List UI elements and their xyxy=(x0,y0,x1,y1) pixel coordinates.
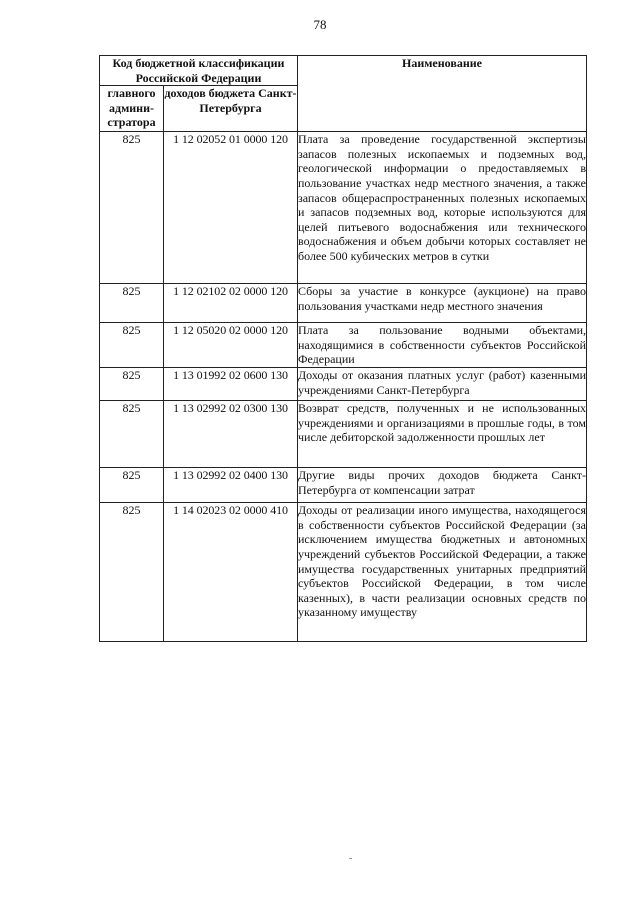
income-code-cell: 1 14 02023 02 0000 410 xyxy=(164,503,298,642)
name-cell: Плата за проведение государственной экспертизы запасов полезных ископаемых и подземных вод, геологической информации о предоставляемых в пользование участках недр местного значения, а также запасов общераспространенных полезных ископаемых и запасов подземных вод, которые используются для целей питьевого водоснабжения или технического водоснабжения и объем добычи которых составляет не более 500 кубических метров в сутки xyxy=(298,132,587,284)
table-row xyxy=(100,503,587,642)
name-cell: Другие виды прочих доходов бюджета Санкт-Петербурга от компенсации затрат xyxy=(298,468,587,503)
income-code-cell: 1 13 02992 02 0300 130 xyxy=(164,401,298,468)
income-code-cell: 1 12 05020 02 0000 120 xyxy=(164,323,298,368)
scan-speck xyxy=(349,858,352,859)
page-number: 78 xyxy=(313,17,327,32)
income-code-cell: 1 12 02052 01 0000 120 xyxy=(164,132,298,284)
admin-code-cell: 825 xyxy=(100,503,164,642)
admin-code-cell: 825 xyxy=(100,401,164,468)
table-row xyxy=(100,468,587,503)
name-cell: Плата за пользование водными объектами, находящимися в собственности субъектов Российской Федерации xyxy=(298,323,586,367)
name-cell: Возврат средств, полученных и не использованных учреждениями и организациями в прошлые годы, в том числе дебиторской задолженности прошлых лет xyxy=(298,401,587,468)
admin-code-cell: 825 xyxy=(100,368,164,401)
name-cell: Сборы за участие в конкурсе (аукционе) на право пользования участками недр местного значения xyxy=(298,284,587,323)
income-code-cell: 1 13 01992 02 0600 130 xyxy=(164,368,298,401)
code-group-header: Код бюджетной классификации Российской Федерации xyxy=(100,56,298,86)
admin-code-cell: 825 xyxy=(100,323,164,368)
name-column-header: Наименование xyxy=(298,56,587,132)
budget-classification-table xyxy=(99,55,587,642)
table-row xyxy=(100,132,587,284)
income-code-cell: 1 13 02992 02 0400 130 xyxy=(164,468,298,503)
table-row xyxy=(100,284,587,323)
admin-code-cell: 825 xyxy=(100,132,164,284)
header-row xyxy=(100,56,587,86)
income-column-header: доходов бюджета Санкт-Петербурга xyxy=(164,86,298,132)
admin-column-header: главного админи-стратора xyxy=(100,86,164,132)
table-row xyxy=(100,368,587,401)
table-row xyxy=(100,323,587,368)
income-code-cell: 1 12 02102 02 0000 120 xyxy=(164,284,298,323)
name-cell: Доходы от оказания платных услуг (работ) казенными учреждениями Санкт-Петербурга xyxy=(298,368,587,401)
admin-code-cell: 825 xyxy=(100,284,164,323)
table-row xyxy=(100,401,587,468)
name-cell: Доходы от реализации иного имущества, находящегося в собственности субъектов Российской Федерации (за исключением имущества бюджетных и автономных учреждений субъектов Российской Федерации, а также имущества государственных унитарных предприятий субъектов Российской Федерации, в том числе казенных), в части реализации основных средств по указанному имуществу xyxy=(298,503,587,642)
admin-code-cell: 825 xyxy=(100,468,164,503)
